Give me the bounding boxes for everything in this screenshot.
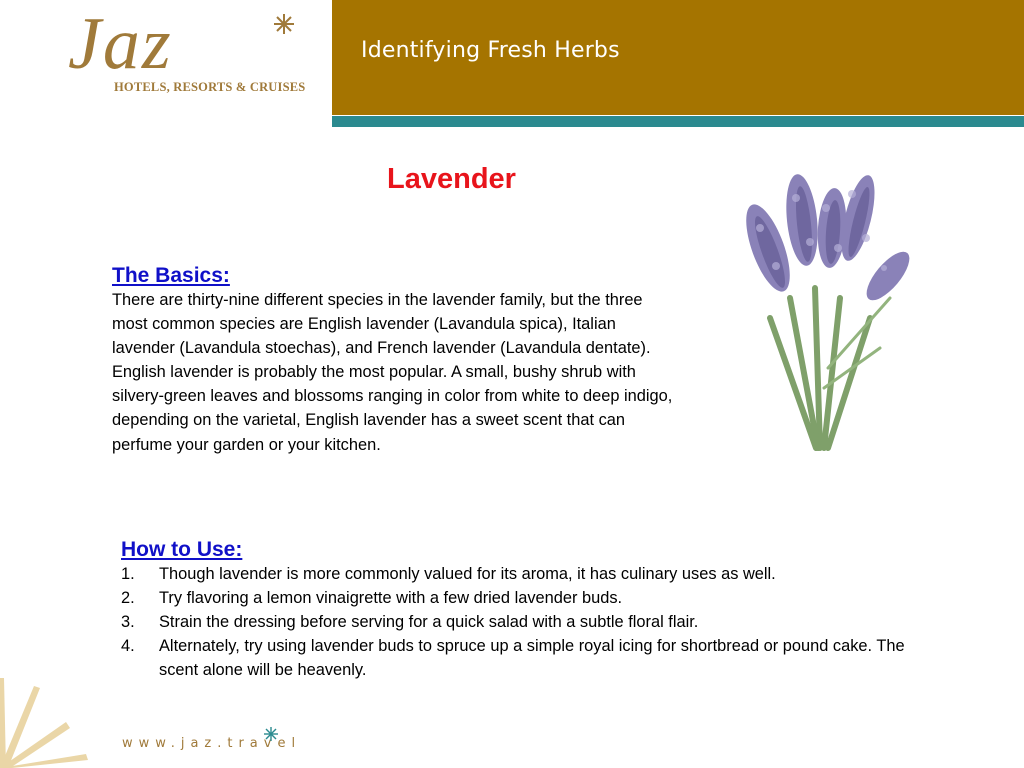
list-item-number: 1. (121, 565, 135, 583)
list-item (121, 562, 921, 586)
slide-header-title: Identifying Fresh Herbs (361, 38, 620, 63)
basics-body: There are thirty-nine different species in the lavender family, but the three most common species are English lavender (Lavandula spica), Italian lavender (Lavandula stoechas), and French lavender (Lavandula dentate). English lavender is probably the most popular. A small, bushy shrub with silvery-green leaves and blossoms ranging in color from white to deep indigo, depending on the varietal, English lavender has a sweet scent that can perfume your garden or your kitchen. (112, 291, 673, 454)
page-title: Lavender (387, 163, 516, 195)
list-item-text: Though lavender is more commonly valued for its aroma, it has culinary uses as well. (159, 565, 776, 583)
asterisk-star-icon (262, 725, 280, 743)
logo-wordmark: Jaz (68, 6, 173, 85)
asterisk-star-icon (274, 14, 294, 34)
basics-section (112, 264, 678, 457)
how-to-use-section (121, 538, 921, 682)
lavender-sprig-image (720, 148, 930, 460)
list-item-text: Strain the dressing before serving for a quick salad with a subtle floral flair. (159, 613, 699, 631)
list-item-number: 4. (121, 637, 135, 655)
jaz-wordmark (66, 6, 306, 86)
logo-subtitle: HOTELS, RESORTS & CRUISES (114, 80, 306, 94)
jaz-logo (66, 6, 306, 106)
list-item (121, 586, 921, 610)
basics-heading: The Basics: (112, 264, 230, 287)
list-item-number: 3. (121, 613, 135, 631)
footer-url: www.jaz.travel (122, 736, 302, 751)
list-item (121, 634, 921, 682)
header-stripe (332, 116, 1024, 127)
list-item-number: 2. (121, 589, 135, 607)
gold-rays-decoration (0, 668, 90, 768)
how-to-use-list (121, 562, 921, 682)
list-item-text: Alternately, try using lavender buds to spruce up a simple royal icing for shortbread or pound cake. The scent alone will be heavenly. (159, 637, 905, 679)
list-item (121, 610, 921, 634)
list-item-text: Try flavoring a lemon vinaigrette with a few dried lavender buds. (159, 589, 623, 607)
how-to-use-heading: How to Use: (121, 538, 243, 561)
